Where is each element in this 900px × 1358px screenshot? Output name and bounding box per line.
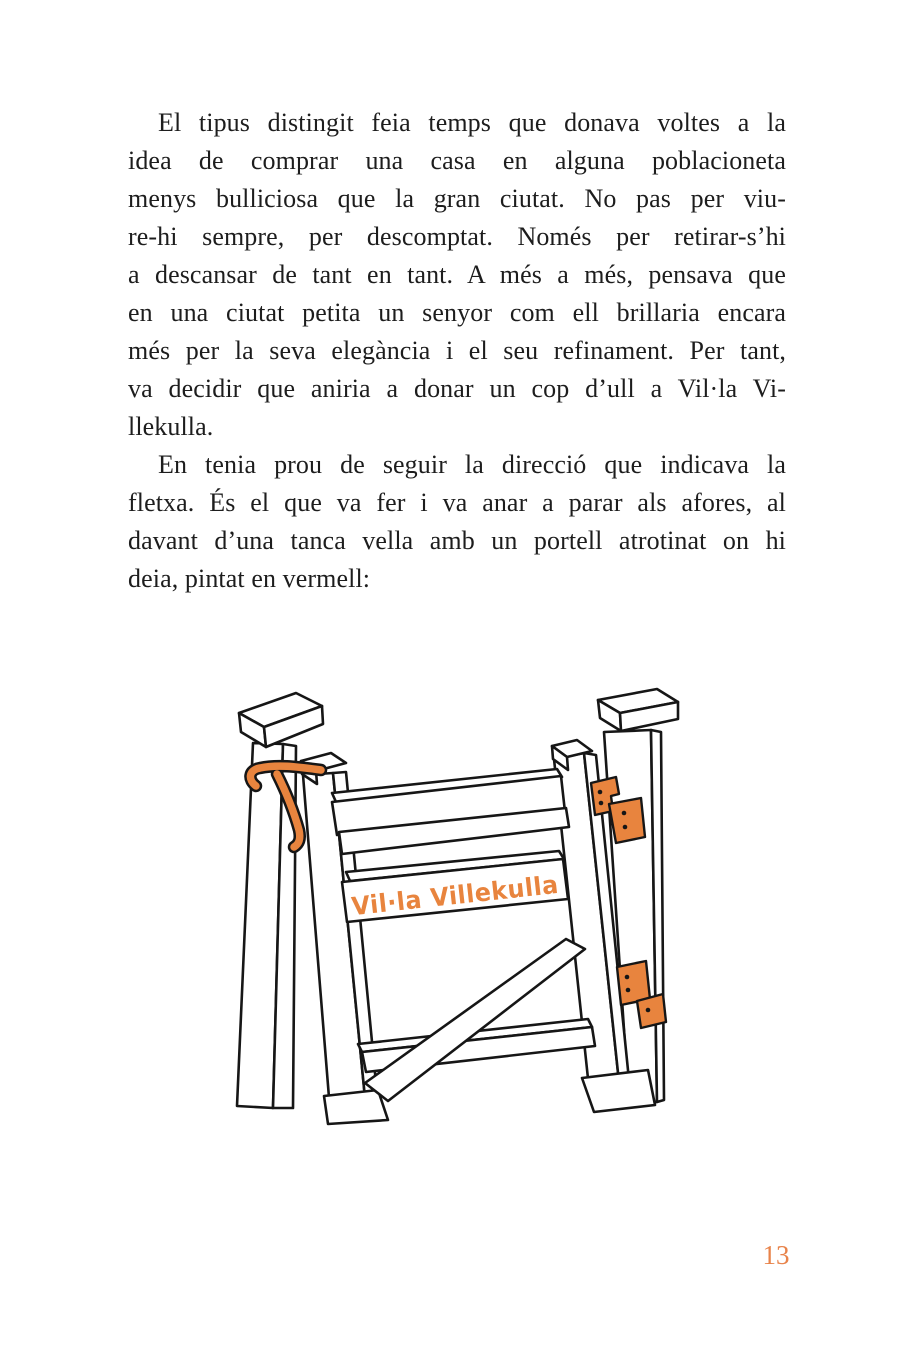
text-line: idea de comprar una casa en alguna poblacioneta bbox=[128, 146, 786, 175]
text-line: a descansar de tant en tant. A més a més, pensava que bbox=[128, 260, 786, 289]
gate-diagonal-brace bbox=[365, 939, 585, 1101]
gate-illustration bbox=[220, 680, 680, 1130]
text-line: El tipus distingit feia temps que donava voltes a la bbox=[158, 108, 786, 137]
paragraph-first bbox=[128, 104, 786, 446]
text-line: més per la seva elegància i el seu refinament. Per tant, bbox=[128, 336, 786, 365]
text-line: re-hi sempre, per descomptat. Només per retirar-s’hi bbox=[128, 222, 786, 251]
paragraph-second bbox=[128, 446, 786, 598]
gate-sign-text: Vil·la Villekulla bbox=[350, 868, 571, 922]
left-fence-post bbox=[237, 693, 323, 1108]
text-line: en una ciutat petita un senyor com ell brillaria encara bbox=[128, 298, 786, 327]
text-line: fletxa. És el que va fer i va anar a parar als afores, al bbox=[128, 488, 786, 517]
text-line: deia, pintat en vermell: bbox=[128, 564, 371, 593]
text-line: En tenia prou de seguir la direcció que indicava la bbox=[158, 450, 786, 479]
text-line: davant d’una tanca vella amb un portell atrotinat on hi bbox=[128, 526, 786, 555]
page-number: 13 bbox=[762, 1240, 790, 1270]
text-line: va decidir que aniria a donar un cop d’ull a Vil·la Vi- bbox=[128, 374, 786, 403]
text-line: menys bulliciosa que la gran ciutat. No pas per viu- bbox=[128, 184, 786, 213]
text-line: llekulla. bbox=[128, 412, 214, 441]
